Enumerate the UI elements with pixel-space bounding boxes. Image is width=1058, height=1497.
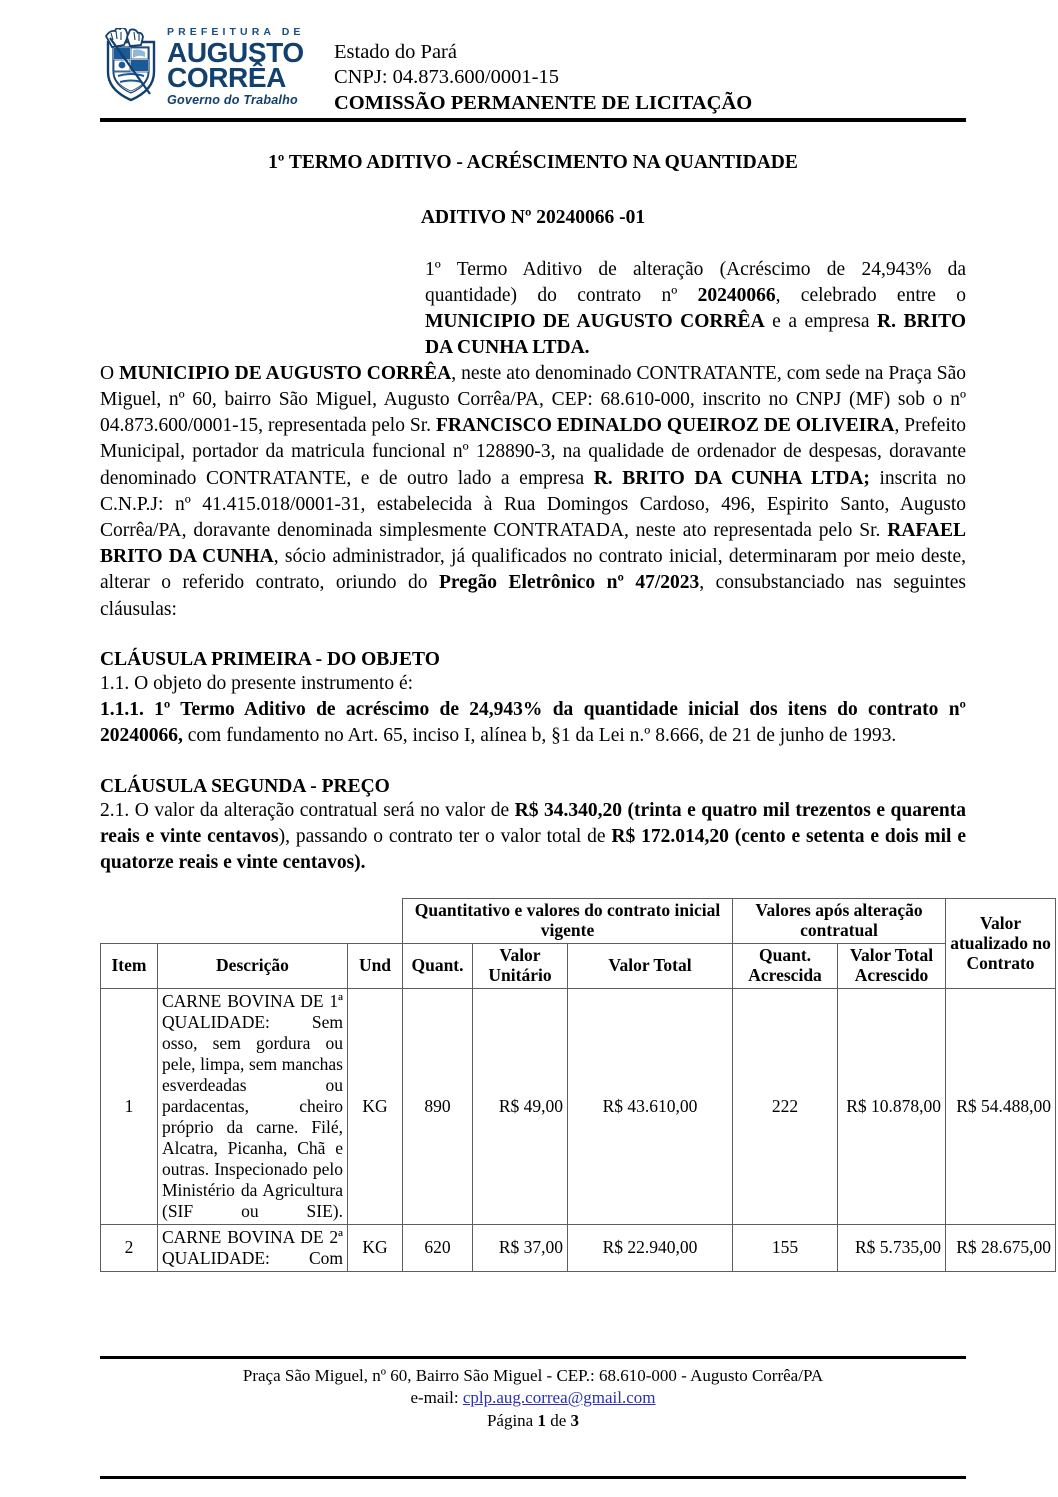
- header-divider: [100, 118, 966, 122]
- cell-quant: 890: [403, 988, 473, 1224]
- group-header-after-alteration: Valores após alteração contratual: [733, 899, 946, 944]
- table-row: [101, 988, 1056, 1224]
- page-prefix: Página: [486, 1410, 538, 1430]
- aditivo-number: ADITIVO Nº 20240066 -01: [420, 207, 646, 228]
- footer-divider-bottom: [100, 1476, 966, 1479]
- cell-quant-acrescida: 222: [733, 988, 838, 1224]
- cell-und: KG: [348, 988, 403, 1224]
- body-company-name: R. BRITO DA CUNHA LTDA;: [593, 467, 870, 489]
- body-text-1: O: [100, 362, 120, 384]
- page-title: 1º TERMO ADITIVO - ACRÉSCIMENTO NA QUANTIDADE: [268, 152, 798, 173]
- empty-group-cell-item: [101, 899, 158, 944]
- body-text-3: , Prefeito Municipal, portador da matricula funcional nº 128890-3, na qualidade de ordenador de despesas, doravante denominado CONTRATANTE, e de outro lado a empresa: [100, 415, 966, 489]
- group-header-initial-contract: Quantitativo e valores do contrato inicial vigente: [403, 899, 733, 944]
- col-header-quant: Quant.: [403, 944, 473, 989]
- footer-email-link[interactable]: cplp.aug.correa@gmail.com: [462, 1388, 656, 1408]
- cell-item: 2: [101, 1224, 158, 1271]
- footer-email-line: [100, 1387, 966, 1409]
- logo-city-line1: AUGUSTO: [167, 36, 304, 68]
- logo-wordmark: [167, 25, 305, 107]
- table-row: [101, 1224, 1056, 1271]
- intro-municipality: MUNICIPIO DE AUGUSTO CORRÊA: [425, 310, 765, 332]
- cell-item: 1: [101, 988, 158, 1224]
- body-text-5: , sócio administrador, já qualificados no contrato inicial, determinaram por meio deste, alterar o referido contrato, oriundo do: [100, 546, 966, 594]
- body-municipality: MUNICIPIO DE AUGUSTO CORRÊA: [119, 362, 452, 384]
- empty-group-cell-desc: [158, 899, 348, 944]
- clause-2-1-value-alteration: R$ 34.340,20 (trinta e quatro mil trezentos e quarenta reais e vinte centavos: [100, 799, 966, 847]
- clause-2-1-text-1: 2.1. O valor da alteração contratual será no valor de: [100, 799, 515, 821]
- footer-address: Praça São Miguel, nº 60, Bairro São Miguel - CEP.: 68.610-000 - Augusto Corrêa/PA: [242, 1365, 824, 1385]
- intro-text-3: e a empresa: [764, 310, 878, 332]
- clause-1-1-1-bold: 1.1.1. 1º Termo Aditivo de acréscimo de 24,943% da quantidade inicial dos itens do contrato nº 20240066,: [100, 699, 966, 747]
- table-group-header-row: [101, 899, 1056, 944]
- col-header-valor-unitario: Valor Unitário: [473, 944, 568, 989]
- col-header-item: Item: [101, 944, 158, 989]
- col-header-quant-acrescida: Quant. Acrescida: [733, 944, 838, 989]
- clause-second-heading: CLÁUSULA SEGUNDA - PREÇO: [100, 775, 390, 797]
- page-mid: de: [545, 1410, 571, 1430]
- clause-1-1-1-rest: com fundamento no Art. 65, inciso I, alínea b, §1 da Lei n.º 8.666, de 21 de junho de 1993.: [182, 725, 897, 747]
- header-state: Estado do Pará: [334, 41, 457, 63]
- clause-2-1-text-2: ), passando o contrato ter o valor total de: [278, 825, 612, 847]
- intro-text-2: , celebrado entre o: [775, 284, 966, 306]
- footer-page-number: [100, 1410, 966, 1432]
- col-header-valor-total: Valor Total: [568, 944, 733, 989]
- main-paragraph: [100, 361, 966, 623]
- logo-prefeitura-text: PREFEITURA DE: [167, 26, 305, 39]
- header-commission: COMISSÃO PERMANENTE DE LICITAÇÃO: [334, 91, 753, 114]
- group-header-updated-value: Valor atualizado no Contrato: [946, 899, 1056, 989]
- footer-divider-top: [100, 1356, 966, 1359]
- body-text-4: inscrita no C.N.P.J: nº 41.415.018/0001-31, estabelecida à Rua Domingos Cardoso, 496, Espirito Santo, Augusto Corrêa/PA, doravante denominada simplesmente CONTRATADA, neste ato representada pelo Sr.: [100, 467, 966, 541]
- col-header-valor-total-acrescido: Valor Total Acrescido: [838, 944, 946, 989]
- cell-valor-atualizado: R$ 54.488,00: [946, 988, 1056, 1224]
- cell-valor-unitario: R$ 49,00: [473, 988, 568, 1224]
- header-cnpj: CNPJ: 04.873.600/0001-15: [334, 66, 559, 89]
- cell-quant: 620: [403, 1224, 473, 1271]
- cell-valor-total-acrescido: R$ 5.735,00: [838, 1224, 946, 1271]
- body-mayor-name: FRANCISCO EDINALDO QUEIROZ DE OLIVEIRA: [435, 415, 895, 437]
- clause-1-1-1: [100, 697, 966, 749]
- clause-first-heading: CLÁUSULA PRIMEIRA - DO OBJETO: [100, 648, 440, 670]
- body-text-6: , consubstanciado nas seguintes cláusulas:: [100, 572, 966, 620]
- cell-descricao: CARNE BOVINA DE 1ª QUALIDADE: Sem osso, sem gordura ou pele, limpa, sem manchas esverdeadas ou pardacentas, cheiro próprio da carne. Filé, Alcatra, Picanha, Chã e outras. Inspecionado pelo Ministério da Agricultura (SIF ou SIE).: [158, 988, 348, 1224]
- document-header: [100, 22, 966, 114]
- table-body: [101, 988, 1056, 1271]
- clause-2-1: [100, 798, 966, 877]
- cell-und: KG: [348, 1224, 403, 1271]
- cell-valor-total-acrescido: R$ 10.878,00: [838, 988, 946, 1224]
- page-current: 1: [537, 1410, 546, 1430]
- cell-valor-total: R$ 22.940,00: [568, 1224, 733, 1271]
- coat-of-arms-icon: [100, 28, 162, 104]
- cell-descricao: CARNE BOVINA DE 2ª QUALIDADE: Com: [158, 1224, 348, 1271]
- clause-1-1: 1.1. O objeto do presente instrumento é:: [100, 672, 414, 694]
- prefeitura-logo: [100, 22, 306, 110]
- cell-valor-total: R$ 43.610,00: [568, 988, 733, 1224]
- logo-city-line2: CORRÊA: [167, 62, 286, 94]
- intro-contract-number: 20240066: [697, 284, 776, 306]
- intro-company: R. BRITO DA CUNHA LTDA.: [425, 310, 966, 358]
- cell-valor-unitario: R$ 37,00: [473, 1224, 568, 1271]
- cell-quant-acrescida: 155: [733, 1224, 838, 1271]
- header-identification: [334, 22, 752, 116]
- intro-text-1: 1º Termo Aditivo de alteração (Acréscimo de 24,943% da quantidade) do contrato nº: [425, 259, 966, 306]
- body-pregao: Pregão Eletrônico nº 47/2023: [438, 572, 700, 594]
- table-column-header-row: [101, 944, 1056, 989]
- col-header-und: Und: [348, 944, 403, 989]
- body-text-2: , neste ato denominado CONTRATANTE, com sede na Praça São Miguel, nº 60, bairro São Miguel, Augusto Corrêa/PA, CEP: 68.610-000, inscrito no CNPJ (MF) sob o nº 04.873.600/0001-15, representada pelo Sr.: [100, 362, 966, 437]
- intro-paragraph: [425, 257, 966, 361]
- body-representative-name: RAFAEL BRITO DA CUNHA: [100, 520, 966, 568]
- page-total: 3: [570, 1410, 580, 1430]
- logo-slogan: Governo do Trabalho: [167, 93, 298, 108]
- items-table: [100, 898, 1056, 1272]
- clause-2-1-value-total: R$ 172.014,20 (cento e setenta e dois mil e quatorze reais e vinte centavos).: [100, 825, 966, 873]
- footer-email-label: e-mail:: [410, 1388, 463, 1408]
- document-footer: [100, 1356, 966, 1479]
- cell-valor-atualizado: R$ 28.675,00: [946, 1224, 1056, 1271]
- empty-group-cell-und: [348, 899, 403, 944]
- col-header-descricao: Descrição: [158, 944, 348, 989]
